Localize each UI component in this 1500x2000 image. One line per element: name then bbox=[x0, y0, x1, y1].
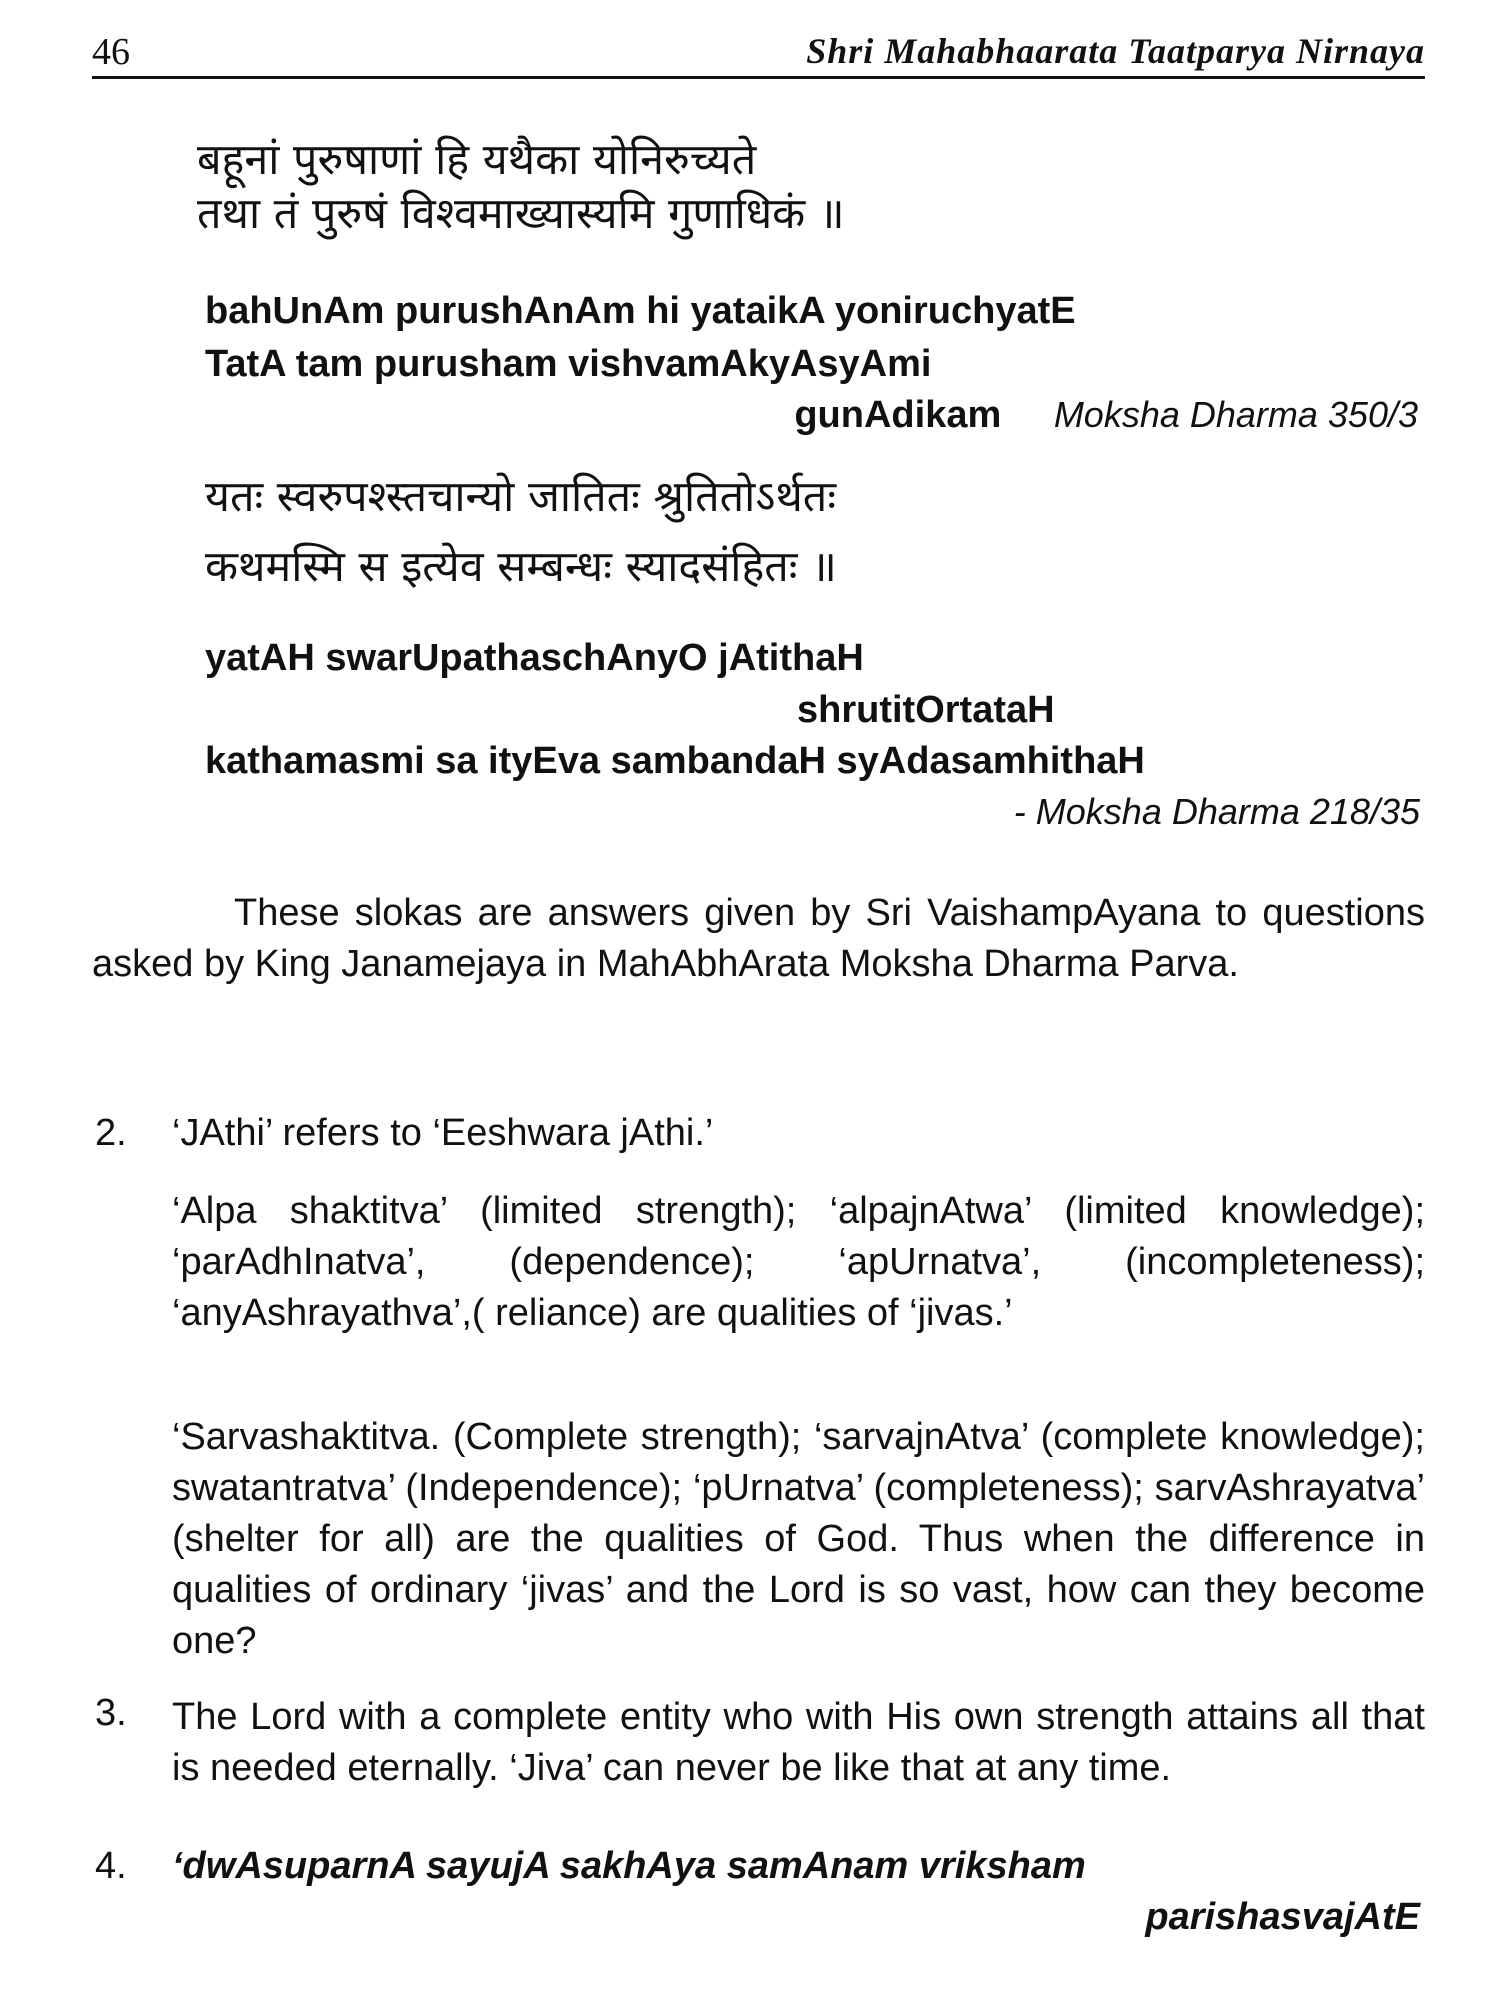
page-number: 46 bbox=[92, 31, 130, 73]
page-header bbox=[92, 24, 1425, 79]
verse2-devanagari-line1: यतः स्वरुपश्स्तचान्यो जातितः श्रुतितोऽर्थतः bbox=[205, 472, 837, 522]
verse2-translit-line3: kathamasmi sa ityEva sambandaH syAdasamhithaH bbox=[205, 740, 1145, 782]
item-2-heading: ‘JAthi’ refers to ‘Eeshwara jAthi.’ bbox=[172, 1112, 714, 1154]
verse1-translit-line2: TatA tam purusham vishvamAkyAsyAmi bbox=[205, 343, 932, 385]
verse1-citation: Moksha Dharma 350/3 bbox=[1053, 394, 1418, 435]
running-title: Shri Mahabhaarata Taatparya Nirnaya bbox=[806, 31, 1425, 71]
item-3-text: The Lord with a complete entity who with His own strength attains all that is needed eternally. ‘Jiva’ can never be like that at any time. bbox=[172, 1696, 1425, 1789]
item-3-number: 3. bbox=[95, 1692, 127, 1734]
verse1-devanagari-line1: बहूनां पुरुषाणां हि यथैका योनिरुच्यते bbox=[197, 135, 757, 185]
verse2-translit-line1: yatAH swarUpathaschAnyO jAtithaH bbox=[205, 637, 864, 679]
verse1-devanagari-line2: तथा तं पुरुषं विश्वमाख्यास्यमि गुणाधिकं ॥ bbox=[197, 189, 845, 239]
verse2-translit-line2: shrutitOrtataH bbox=[797, 689, 1055, 731]
item-4-line2: parishasvajAtE bbox=[1145, 1896, 1420, 1938]
intro-paragraph: These slokas are answers given by Sri VaishampAyana to questions asked by King Janamejaya in MahAbhArata Moksha Dharma Parva. bbox=[92, 892, 1425, 985]
verse1-translit-line3 bbox=[794, 394, 1418, 437]
verse2-citation-line bbox=[1014, 791, 1420, 834]
item-2-paragraph-2: ‘Sarvashaktitva. (Complete strength); ‘sarvajnAtva’ (complete knowledge); swatantratva’ (Independence); ‘pUrnatva’ (completeness); sarvAshrayatva’ (shelter for all) are the qualities of God. Thus when the difference in qualities of ordinary ‘jivas’ and the Lord is so vast, how can they become one? bbox=[172, 1416, 1425, 1662]
verse2-devanagari-line2: कथमस्मि स इत्येव सम्बन्धः स्यादसंहितः ॥ bbox=[205, 542, 837, 592]
verse1-translit-tail: gunAdikam bbox=[794, 394, 1002, 436]
item-4-line1: ‘dwAsuparnA sayujA sakhAya samAnam vriksham bbox=[172, 1845, 1086, 1887]
verse1-translit-line1: bahUnAm purushAnAm hi yataikA yoniruchyatE bbox=[205, 290, 1076, 332]
item-2-number: 2. bbox=[95, 1112, 127, 1154]
item-4-number: 4. bbox=[95, 1845, 127, 1887]
verse2-citation: - Moksha Dharma 218/35 bbox=[1013, 791, 1420, 832]
item-2-paragraph-1: ‘Alpa shaktitva’ (limited strength); ‘alpajnAtwa’ (limited knowledge); ‘parAdhInatva’, (dependence); ‘apUrnatva’, (incompleteness); ‘anyAshrayathva’,( reliance) are qualities of ‘jivas.’ bbox=[172, 1190, 1425, 1334]
